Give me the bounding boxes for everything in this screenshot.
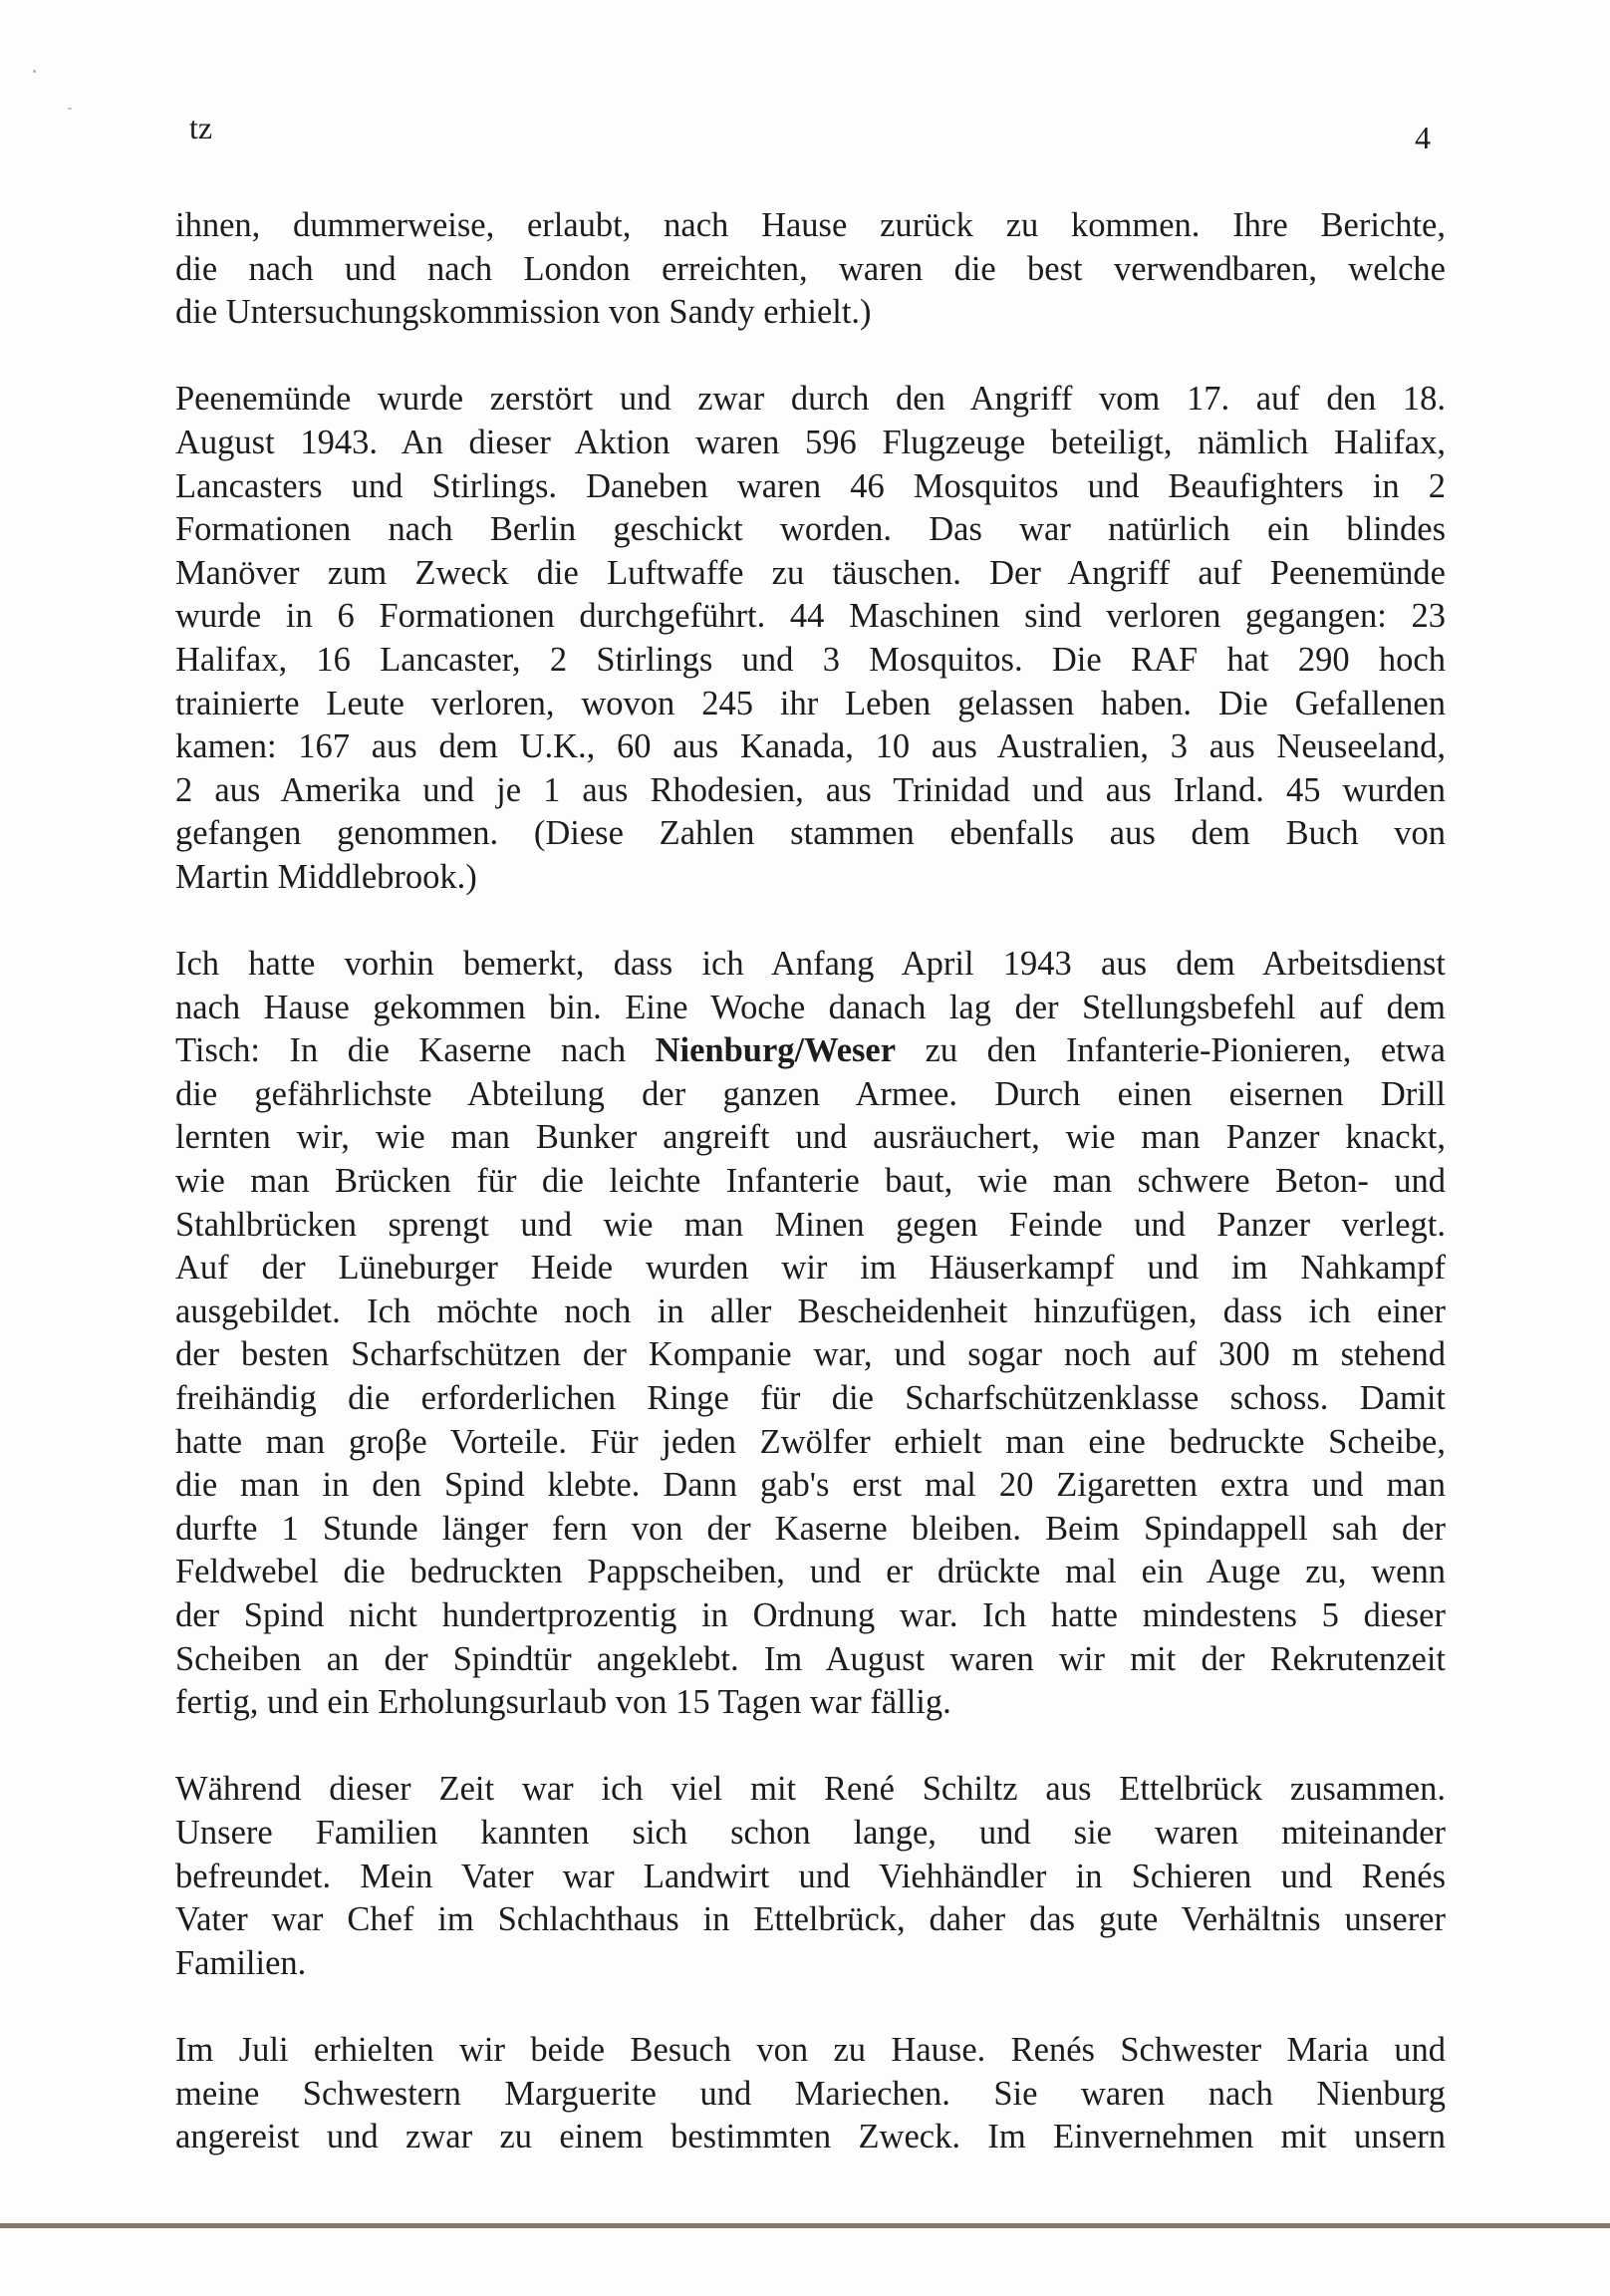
paragraph-gap xyxy=(175,1985,1446,2029)
text-line: Stahlbrücken sprengt und wie man Minen gegen Feinde und Panzer verlegt. xyxy=(175,1205,1446,1244)
text-line: die man in den Spind klebte. Dann gab's erst mal 20 Zigaretten extra und man xyxy=(175,1466,1446,1505)
text-line: Auf der Lüneburger Heide wurden wir im Häuserkampf und im Nahkampf xyxy=(175,1249,1446,1288)
text-line: kamen: 167 aus dem U.K., 60 aus Kanada, 10 aus Australien, 3 aus Neuseeland, xyxy=(175,727,1446,766)
body-text xyxy=(175,204,1446,2159)
place-name-bold: Nienburg/Weser xyxy=(655,1031,897,1070)
text-line: trainierte Leute verloren, wovon 245 ihr Leben gelassen haben. Die Gefallenen xyxy=(175,684,1446,722)
text-line: die gefährlichste Abteilung der ganzen Armee. Durch einen eisernen Drill xyxy=(175,1074,1446,1113)
text-line: Lancasters und Stirlings. Daneben waren 46 Mosquitos und Beaufighters in 2 xyxy=(175,466,1446,505)
text-line: Ich hatte vorhin bemerkt, dass ich Anfang April 1943 aus dem Arbeitsdienst xyxy=(175,945,1446,984)
text-line: Feldwebel die bedruckten Pappscheiben, und er drückte mal ein Auge zu, wenn xyxy=(175,1553,1446,1591)
text-line: lernten wir, wie man Bunker angreift und ausräuchert, wie man Panzer knackt, xyxy=(175,1118,1446,1157)
paragraph-4 xyxy=(175,1768,1446,1985)
text-line: wurde in 6 Formationen durchgeführt. 44 Maschinen sind verloren gegangen: 23 xyxy=(175,597,1446,636)
header-initials: tz xyxy=(189,110,213,145)
text-line: Während dieser Zeit war ich viel mit René Schiltz aus Ettelbrück zusammen. xyxy=(175,1770,1446,1809)
text-line: fertig, und ein Erholungsurlaub von 15 Tagen war fällig. xyxy=(175,1683,951,1722)
page-number: 4 xyxy=(1415,120,1431,155)
text-line: Familien. xyxy=(175,1943,307,1982)
text-line: Martin Middlebrook.) xyxy=(175,857,477,896)
text-line: der besten Scharfschützen der Kompanie war, und sogar noch auf 300 m stehend xyxy=(175,1335,1446,1374)
footer-rule xyxy=(0,2223,1610,2228)
text-line: meine Schwestern Marguerite und Mariechen. Sie waren nach Nienburg xyxy=(175,2074,1446,2113)
paragraph-gap xyxy=(175,335,1446,379)
paragraph-gap xyxy=(175,900,1446,944)
paragraph-5 xyxy=(175,2029,1446,2159)
text-segment: zu den Infanterie-Pionieren, etwa xyxy=(896,1031,1446,1070)
text-line: Unsere Familien kannten sich schon lange, und sie waren miteinander xyxy=(175,1813,1446,1852)
text-line: ihnen, dummerweise, erlaubt, nach Hause zurück zu kommen. Ihre Berichte, xyxy=(175,206,1446,244)
text-line: 2 aus Amerika und je 1 aus Rhodesien, aus Trinidad und aus Irland. 45 wurden xyxy=(175,770,1446,809)
text-line: durfte 1 Stunde länger fern von der Kaserne bleiben. Beim Spindappell sah der xyxy=(175,1509,1446,1548)
text-line: die nach und nach London erreichten, waren die best verwendbaren, welche xyxy=(175,249,1446,288)
text-line: die Untersuchungskommission von Sandy erhielt.) xyxy=(175,293,872,332)
paragraph-3 xyxy=(175,943,1446,1725)
text-line: August 1943. An dieser Aktion waren 596 Flugzeuge beteiligt, nämlich Halifax, xyxy=(175,423,1446,461)
text-line: Manöver zum Zweck die Luftwaffe zu täuschen. Der Angriff auf Peenemünde xyxy=(175,553,1446,592)
paragraph-1 xyxy=(175,204,1446,335)
scan-speck xyxy=(33,70,36,73)
text-line: hatte man groβe Vorteile. Für jeden Zwölfer erhielt man eine bedruckte Scheibe, xyxy=(175,1422,1446,1461)
text-line: freihändig die erforderlichen Ringe für die Scharfschützenklasse schoss. Damit xyxy=(175,1379,1446,1418)
text-line: Scheiben an der Spindtür angeklebt. Im August waren wir mit der Rekrutenzeit xyxy=(175,1639,1446,1678)
text-line xyxy=(175,1029,1446,1073)
text-line: Halifax, 16 Lancaster, 2 Stirlings und 3 Mosquitos. Die RAF hat 290 hoch xyxy=(175,640,1446,679)
text-segment: Tisch: In die Kaserne nach xyxy=(175,1031,656,1070)
text-line: wie man Brücken für die leichte Infanterie baut, wie man schwere Beton- und xyxy=(175,1162,1446,1201)
scan-speck xyxy=(68,108,72,110)
text-line: angereist und zwar zu einem bestimmten Zweck. Im Einvernehmen mit unsern xyxy=(175,2118,1446,2156)
text-line: befreundet. Mein Vater war Landwirt und Viehhändler in Schieren und Renés xyxy=(175,1857,1446,1895)
text-line: nach Hause gekommen bin. Eine Woche danach lag der Stellungsbefehl auf dem xyxy=(175,988,1446,1026)
text-line: der Spind nicht hundertprozentig in Ordnung war. Ich hatte mindestens 5 dieser xyxy=(175,1596,1446,1634)
paragraph-2 xyxy=(175,378,1446,899)
text-line: Formationen nach Berlin geschickt worden. Das war natürlich ein blindes xyxy=(175,510,1446,549)
paragraph-gap xyxy=(175,1725,1446,1769)
text-line: ausgebildet. Ich möchte noch in aller Bescheidenheit hinzufügen, dass ich einer xyxy=(175,1292,1446,1330)
text-line: gefangen genommen. (Diese Zahlen stammen ebenfalls aus dem Buch von xyxy=(175,814,1446,853)
text-line: Vater war Chef im Schlachthaus in Ettelbrück, daher das gute Verhältnis unserer xyxy=(175,1900,1446,1939)
text-line: Peenemünde wurde zerstört und zwar durch den Angriff vom 17. auf den 18. xyxy=(175,380,1446,419)
text-line: Im Juli erhielten wir beide Besuch von zu Hause. Renés Schwester Maria und xyxy=(175,2030,1446,2069)
